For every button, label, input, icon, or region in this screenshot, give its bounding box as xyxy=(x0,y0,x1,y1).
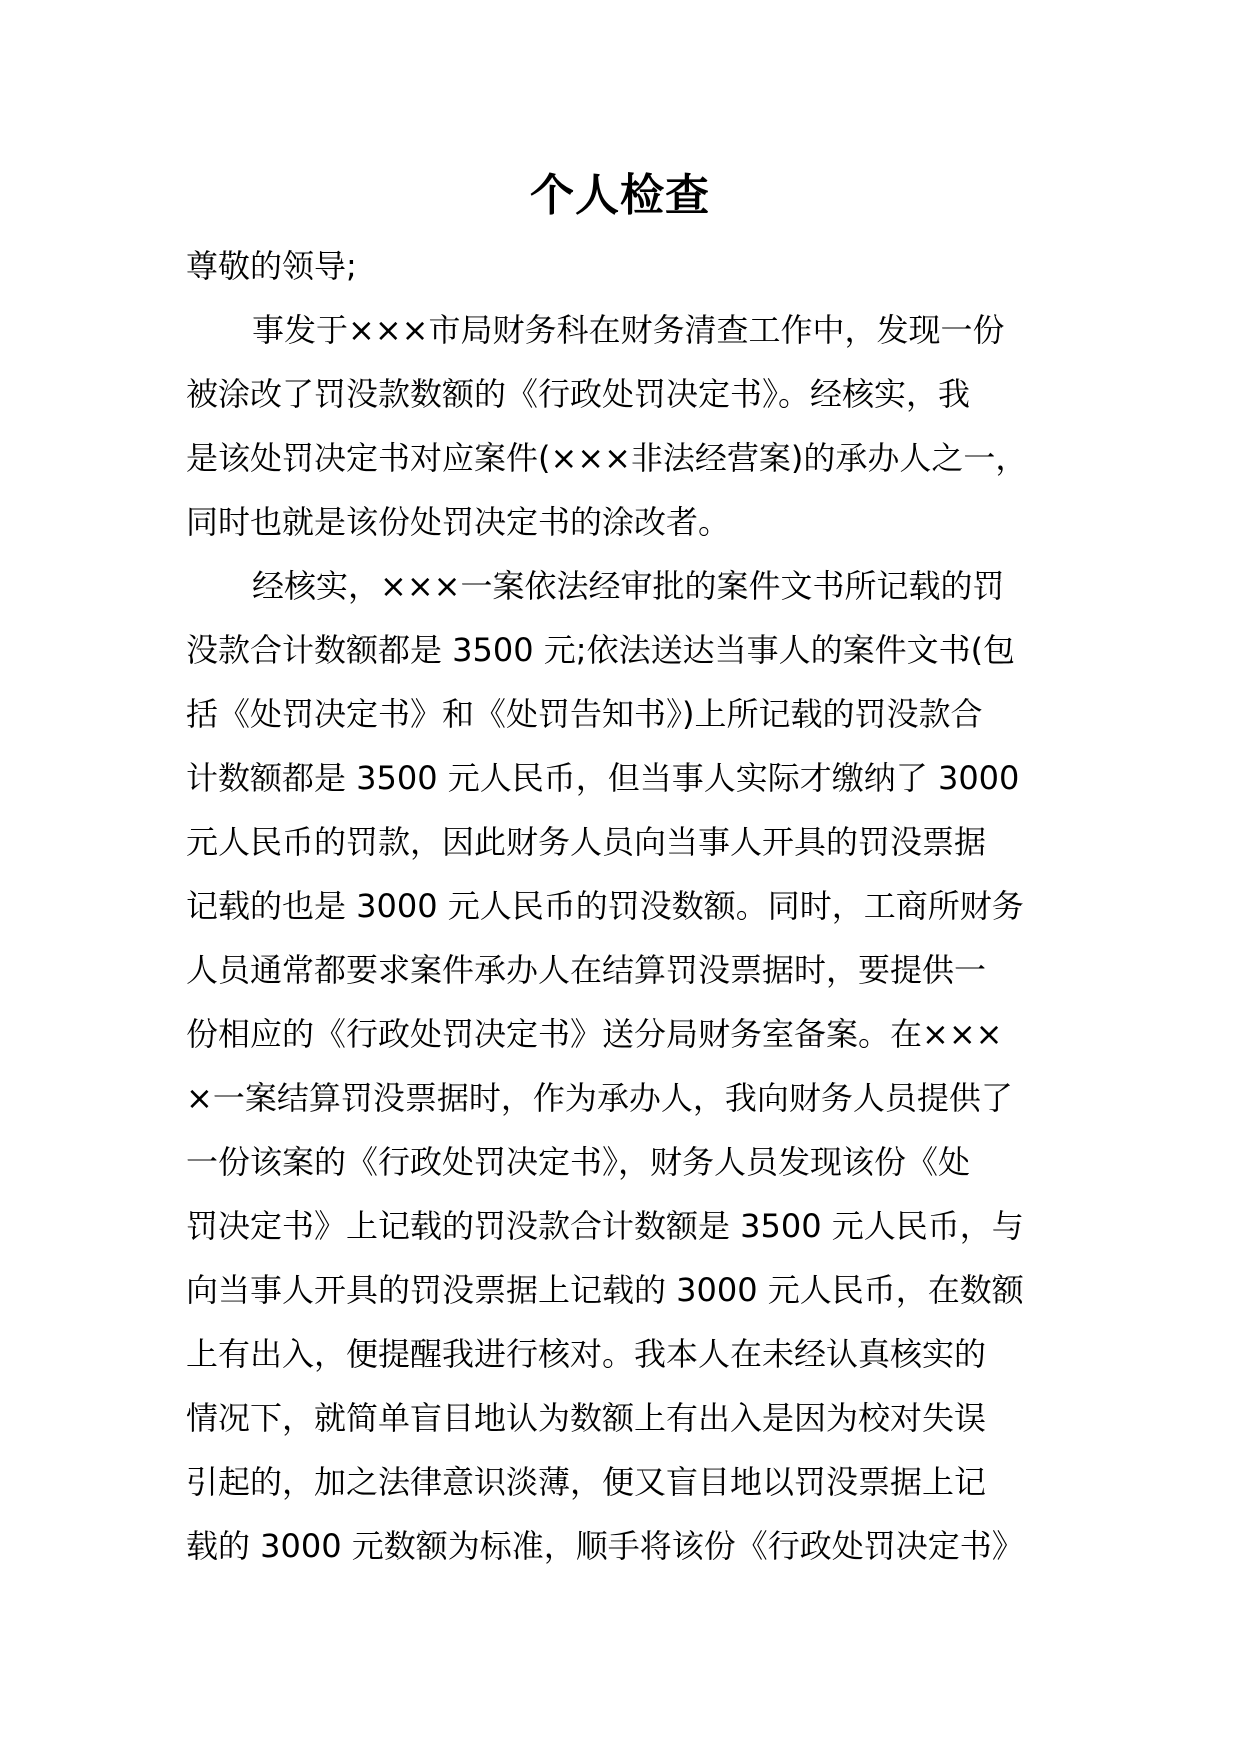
paragraph-1-line-4: 同时也就是该份处罚决定书的涂改者。 xyxy=(186,503,731,541)
paragraph-2-line-16: 载的 3000 元数额为标准，顺手将该份《行政处罚决定书》 xyxy=(186,1527,1024,1565)
document-title: 个人检查 xyxy=(530,170,710,221)
paragraph-1-line-3: 是该处罚决定书对应案件(×××非法经营案)的承办人之一， xyxy=(186,439,1028,477)
paragraph-2-line-14: 情况下，就简单盲目地认为数额上有出入是因为校对失误 xyxy=(186,1399,987,1437)
paragraph-2-line-12: 向当事人开具的罚没票据上记载的 3000 元人民币，在数额 xyxy=(186,1271,1024,1309)
paragraph-1-line-2: 被涂改了罚没款数额的《行政处罚决定书》。经核实，我 xyxy=(186,375,971,413)
paragraph-2-line-7: 人员通常都要求案件承办人在结算罚没票据时，要提供一 xyxy=(186,951,987,989)
paragraph-2-line-6: 记载的也是 3000 元人民币的罚没数额。同时，工商所财务 xyxy=(186,887,1024,925)
paragraph-2-line-13: 上有出入，便提醒我进行核对。我本人在未经认真核实的 xyxy=(186,1335,987,1373)
paragraph-1-line-1: 事发于×××市局财务科在财务清查工作中，发现一份 xyxy=(252,311,1005,349)
paragraph-2-line-10: 一份该案的《行政处罚决定书》，财务人员发现该份《处 xyxy=(186,1143,971,1181)
paragraph-2-line-1: 经核实，×××一案依法经审批的案件文书所记载的罚 xyxy=(252,567,1005,605)
paragraph-2-line-5: 元人民币的罚款，因此财务人员向当事人开具的罚没票据 xyxy=(186,823,987,861)
paragraph-2-line-2: 没款合计数额都是 3500 元;依法送达当事人的案件文书(包 xyxy=(186,631,1016,669)
paragraph-2-line-11: 罚决定书》上记载的罚没款合计数额是 3500 元人民币，与 xyxy=(186,1207,1024,1245)
salutation-line: 尊敬的领导; xyxy=(186,247,357,285)
paragraph-2-line-4: 计数额都是 3500 元人民币，但当事人实际才缴纳了 3000 xyxy=(186,759,1020,797)
paragraph-2-line-3: 括《处罚决定书》和《处罚告知书》)上所记载的罚没款合 xyxy=(186,695,983,733)
paragraph-2-line-15: 引起的，加之法律意识淡薄，便又盲目地以罚没票据上记 xyxy=(186,1463,987,1501)
document-body xyxy=(186,234,1066,1578)
paragraph-2-line-8: 份相应的《行政处罚决定书》送分局财务室备案。在××× xyxy=(186,1015,1003,1053)
paragraph-2-line-9: ×一案结算罚没票据时，作为承办人，我向财务人员提供了 xyxy=(186,1079,1013,1117)
